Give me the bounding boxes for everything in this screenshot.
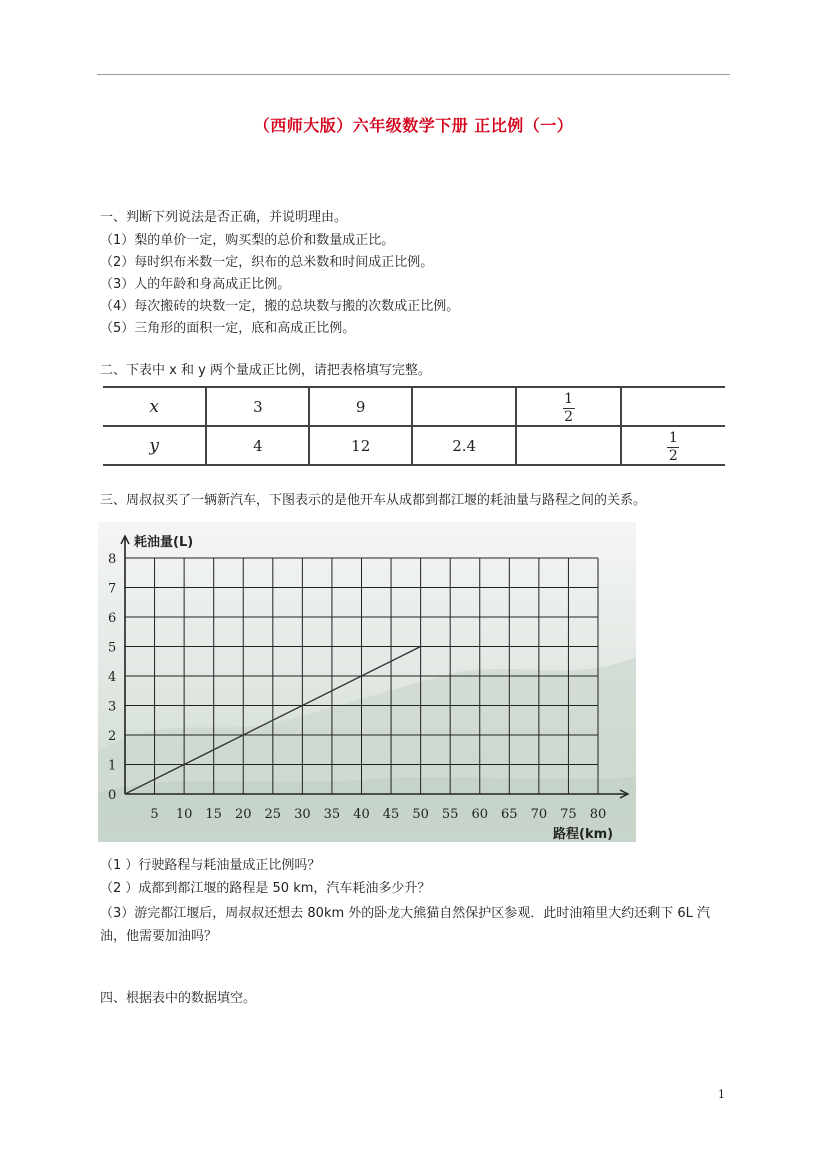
section1-item: （4）每次搬砖的块数一定，搬的总块数与搬的次数成正比例。	[100, 299, 460, 314]
table-cell[interactable]	[621, 387, 725, 426]
x-tick-label: 20	[234, 807, 252, 822]
page-title: （西师大版）六年级数学下册 正比例（一）	[253, 116, 574, 135]
section1-item: （3）人的年龄和身高成正比例。	[100, 277, 291, 292]
table-cell[interactable]	[412, 387, 517, 426]
y-tick-label: 8	[108, 552, 117, 567]
x-tick-label: 30	[294, 807, 311, 822]
fraction-one-half: $\frac{1}{2}$	[668, 429, 678, 464]
x-tick-label: 15	[205, 807, 222, 822]
table-cell-fraction[interactable]	[516, 387, 620, 426]
x-tick-label: 35	[323, 807, 341, 822]
section3-question: （2 ）成都到都江堰的路程是 50 km，汽车耗油多少升？	[100, 881, 431, 896]
section1-item: （1）梨的单价一定，购买梨的总价和数量成正比。	[100, 233, 395, 248]
page-number: 1	[718, 1088, 725, 1101]
header-rule	[97, 74, 730, 75]
table-row-x	[103, 387, 725, 426]
table-cell[interactable]	[516, 426, 620, 465]
table-cell[interactable]: 9	[309, 387, 411, 426]
fraction-one-half: $\frac{1}{2}$	[564, 390, 574, 425]
section1-heading: 一、判断下列说法是否正确，并说明理由。	[100, 210, 348, 225]
x-tick-label: 65	[501, 807, 518, 822]
y-tick-label: 4	[108, 670, 117, 685]
section3-question: （3）游完都江堰后，周叔叔还想去 80km 外的卧龙大熊猫自然保护区参观．此时油箱里大约还剩下 6L 汽油，他需要加油吗？	[100, 906, 711, 944]
table-cell[interactable]: 3	[206, 387, 309, 426]
x-tick-label: 5	[150, 807, 159, 822]
section3-heading: 三、周叔叔买了一辆新汽车，下图表示的是他开车从成都到都江堰的耗油量与路程之间的关系。	[100, 493, 647, 508]
y-tick-label: 1	[108, 758, 117, 774]
y-tick-label: 2	[108, 729, 117, 744]
x-tick-label: 60	[471, 807, 489, 822]
x-tick-label: 75	[560, 807, 577, 822]
chart-svg	[98, 522, 636, 842]
x-tick-label: 70	[530, 807, 548, 822]
x-axis-label: 路程(km)	[553, 827, 614, 842]
x-tick-label: 80	[589, 807, 607, 822]
table-cell[interactable]: 12	[309, 426, 411, 465]
table-row-y	[103, 426, 725, 465]
x-tick-label: 45	[382, 807, 400, 822]
x-tick-label: 50	[412, 807, 429, 822]
y-tick-label: 7	[108, 581, 117, 597]
proportion-table	[103, 386, 725, 466]
section3-question: （1 ）行驶路程与耗油量成正比例吗？	[100, 858, 321, 873]
row-label-x: x	[103, 387, 206, 426]
table-cell[interactable]: 2.4	[412, 426, 517, 465]
section1-item: （5）三角形的面积一定，底和高成正比例。	[100, 321, 356, 336]
x-tick-label: 55	[441, 807, 459, 822]
table-cell[interactable]: 4	[206, 426, 309, 465]
y-tick-label: 5	[108, 640, 117, 656]
table-cell-fraction[interactable]	[621, 426, 725, 465]
x-tick-label: 25	[264, 807, 282, 822]
y-tick-label: 3	[108, 699, 117, 715]
y-tick-label: 0	[108, 788, 117, 803]
x-tick-label: 40	[353, 807, 370, 822]
section2-heading: 二、下表中 x 和 y 两个量成正比例，请把表格填写完整。	[100, 363, 431, 378]
y-axis-label: 耗油量(L)	[134, 535, 194, 550]
x-tick-label: 10	[175, 807, 193, 822]
fuel-distance-chart	[98, 522, 636, 842]
section1-item: （2）每时织布米数一定，织布的总米数和时间成正比例。	[100, 255, 434, 270]
y-tick-label: 6	[108, 611, 117, 626]
section4-heading: 四、根据表中的数据填空。	[100, 991, 257, 1006]
row-label-y: y	[103, 426, 206, 465]
